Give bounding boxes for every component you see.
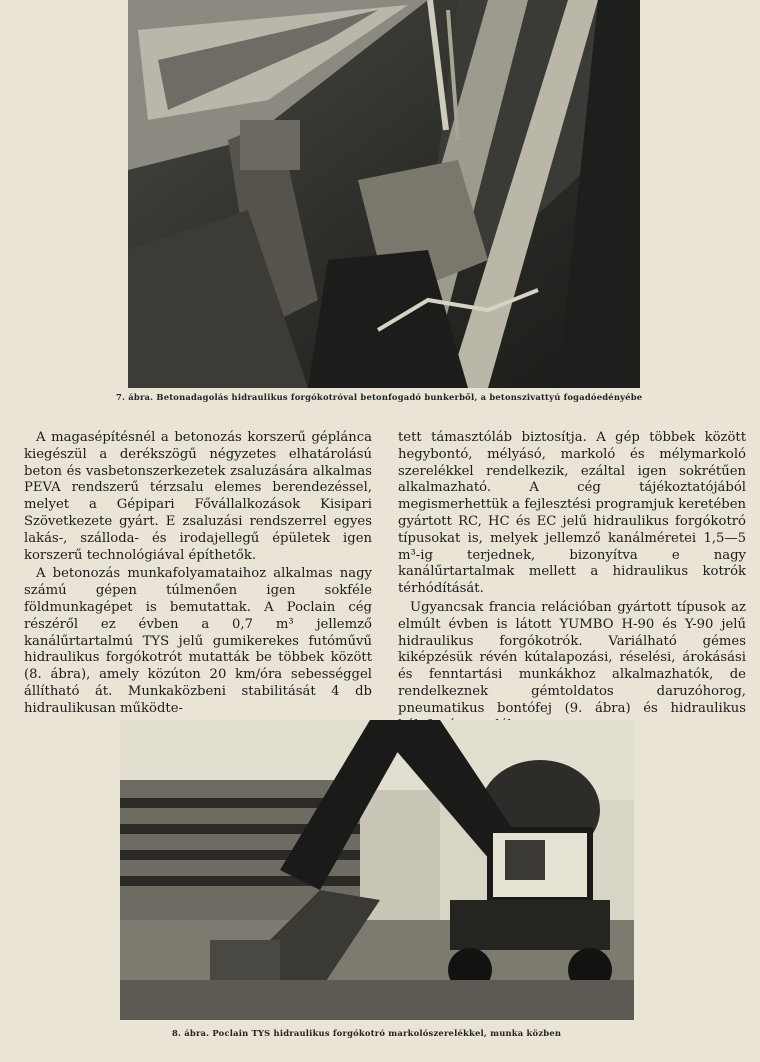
figure-8-caption: 8. ábra. Poclain TYS hidraulikus forgókotró markolószerelékkel, munka közben (172, 1028, 562, 1038)
article-right-column (398, 430, 746, 734)
figure-8-photo (120, 720, 634, 1020)
figure-7-caption: 7. ábra. Betonadagolás hidraulikus forgókotróval betonfogadó bunkerből, a betonszivattyú fogadóedényébe (116, 392, 643, 402)
left-paragraph-2: A betonozás munkafolyamataihoz alkalmas nagy számú gépen túlmenően igen sokféle földmunkagépet is bemutattak. A Poclain cég részéről ez évben a 0,7 m³ jellemző kanálűrtartalmú TYS jelű gumikerekes futóművű hidraulikus forgókotrót mutatták be többek között (8. ábra), amely közúton 20 km/óra sebességgel állítható át. Munkaközbeni stabilitását 4 db hidraulikusan működte- (24, 566, 372, 716)
excavator-photo-image (120, 720, 634, 1020)
right-paragraph-1: tett támasztóláb biztosítja. A gép többek között hegybontó, mélyásó, markoló és mélymarkoló szerelékkel rendelkezik, ezáltal igen sokrétűen alkalmazható. A cég tájékoztatójából megismerhettük a fejlesztési programjuk keretében gyártott RC, HC és EC jelű hidraulikus forgókotró típusokat is, melyek jellemző kanálméretei 1,5—5 m³-ig terjednek, bizonyítva e nagy kanálűrtartalmak mellett a hidraulikus kotrók térhódítását. (398, 430, 746, 597)
left-paragraph-1: A magasépítésnél a betonozás korszerű géplánca kiegészül a derékszögű négyzetes elhatárolású beton és vasbetonszerkezetek zsaluzására alkalmas PEVA rendszerű térzsalu elemes berendezéssel, melyet a Gépipari Fővállalkozások Kisipari Szövetkezete gyárt. E zsaluzási rendszerrel egyes lakás-, szálloda- és irodajellegű épületek igen korszerű technológiával építhetők. (24, 430, 372, 563)
concrete-pour-photo-image (128, 0, 640, 388)
article-left-column (24, 430, 372, 718)
figure-7-photo (128, 0, 640, 388)
right-paragraph-2: Ugyancsak francia relációban gyártott típusok az elmúlt évben is látott YUMBO H-90 és Y-90 jelű hidraulikus forgókotrók. Variálható gémes kiképzésük révén kútalapozási, réselési, árokásási és fenntartási munkákhoz alkalmazhatók, de rendelkeznek gémtoldatos daruzóhorog, pneumatikus bontófej (9. ábra) és hidraulikus (398, 599, 746, 716)
